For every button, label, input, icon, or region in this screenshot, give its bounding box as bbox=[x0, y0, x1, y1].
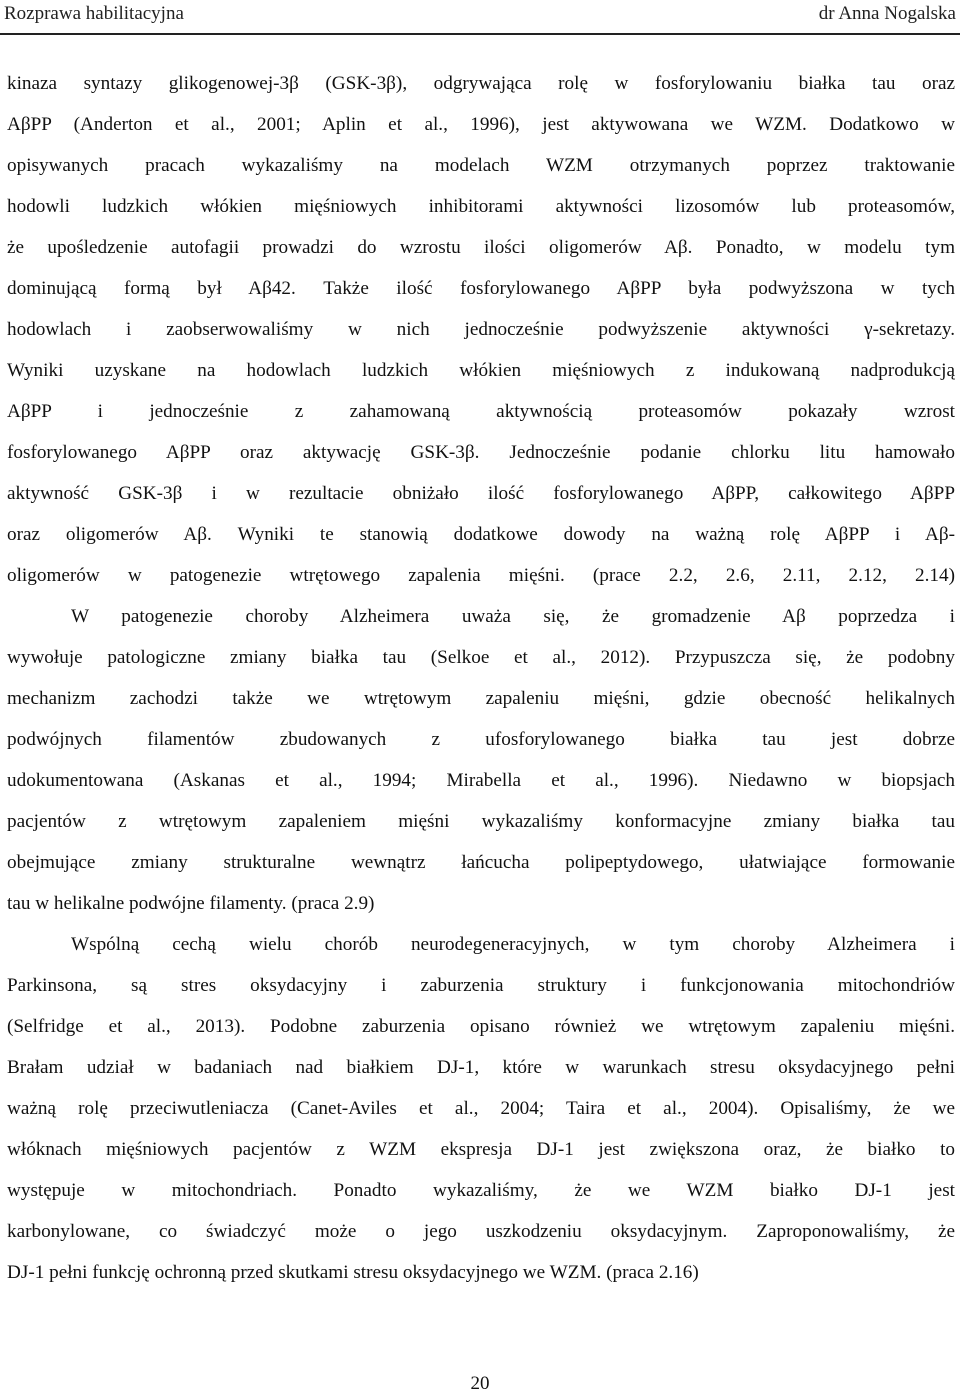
header-author: dr Anna Nogalska bbox=[818, 3, 956, 24]
text-line: (Selfridge et al., 2013). Podobne zaburzenia opisano również we wtrętowym zapaleniu mięśni. bbox=[7, 1016, 955, 1037]
text-line: AβPP (Anderton et al., 2001; Aplin et al., 1996), jest aktywowana we WZM. Dodatkowo w bbox=[7, 114, 955, 135]
text-line: że upośledzenie autofagii prowadzi do wzrostu ilości oligomerów Aβ. Ponadto, w modelu tym bbox=[7, 237, 955, 258]
text-line: obejmujące zmiany strukturalne wewnątrz łańcucha polipeptydowego, ułatwiające formowanie bbox=[7, 852, 955, 873]
page-header bbox=[4, 0, 956, 28]
page-number: 20 bbox=[470, 1373, 490, 1394]
text-line: wywołuje patologiczne zmiany białka tau (Selkoe et al., 2012). Przypuszcza się, że podobny bbox=[7, 647, 955, 668]
body-text bbox=[7, 63, 955, 1293]
text-line: oraz oligomerów Aβ. Wyniki te stanowią dodatkowe dowody na ważną rolę AβPP i Aβ- bbox=[7, 524, 955, 545]
text-line: hodowlach i zaobserwowaliśmy w nich jednocześnie podwyższenie aktywności γ-sekretazy. bbox=[7, 319, 955, 340]
text-line: mechanizm zachodzi także we wtrętowym zapaleniu mięśni, gdzie obecność helikalnych bbox=[7, 688, 955, 709]
text-line: kinaza syntazy glikogenowej-3β (GSK-3β), odgrywająca rolę w fosforylowaniu białka tau oraz bbox=[7, 73, 955, 94]
text-line: opisywanych pracach wykazaliśmy na modelach WZM otrzymanych poprzez traktowanie bbox=[7, 155, 955, 176]
text-line: Parkinsona, są stres oksydacyjny i zaburzenia struktury i funkcjonowania mitochondriów bbox=[7, 975, 955, 996]
text-line: dominującą formą był Aβ42. Także ilość fosforylowanego AβPP była podwyższona w tych bbox=[7, 278, 955, 299]
text-line: W patogenezie choroby Alzheimera uważa się, że gromadzenie Aβ poprzedza i bbox=[71, 606, 955, 627]
text-line: tau w helikalne podwójne filamenty. (praca 2.9) bbox=[7, 893, 375, 914]
text-line: występuje w mitochondriach. Ponadto wykazaliśmy, że we WZM białko DJ-1 jest bbox=[7, 1180, 955, 1201]
text-line: podwójnych filamentów zbudowanych z ufosforylowanego białka tau jest dobrze bbox=[7, 729, 955, 750]
text-line: AβPP i jednocześnie z zahamowaną aktywnością proteasomów pokazały wzrost bbox=[7, 401, 955, 422]
text-line: Brałam udział w badaniach nad białkiem DJ-1, które w warunkach stresu oksydacyjnego pełni bbox=[7, 1057, 955, 1078]
text-line: hodowli ludzkich włókien mięśniowych inhibitorami aktywności lizosomów lub proteasomów, bbox=[7, 196, 955, 217]
text-line: oligomerów w patogenezie wtrętowego zapalenia mięśni. (prace 2.2, 2.6, 2.11, 2.12, 2.14) bbox=[7, 565, 955, 586]
text-line: udokumentowana (Askanas et al., 1994; Mirabella et al., 1996). Niedawno w biopsjach bbox=[7, 770, 955, 791]
text-line: Wyniki uzyskane na hodowlach ludzkich włókien mięśniowych z indukowaną nadprodukcją bbox=[7, 360, 955, 381]
text-line: fosforylowanego AβPP oraz aktywację GSK-3β. Jednocześnie podanie chlorku litu hamowało bbox=[7, 442, 955, 463]
text-line: DJ-1 pełni funkcję ochronną przed skutkami stresu oksydacyjnego we WZM. (praca 2.16) bbox=[7, 1262, 699, 1283]
text-line: ważną rolę przeciwutleniacza (Canet-Aviles et al., 2004; Taira et al., 2004). Opisaliśmy, że we bbox=[7, 1098, 955, 1119]
text-line: karbonylowane, co świadczyć może o jego uszkodzeniu oksydacyjnym. Zaproponowaliśmy, że bbox=[7, 1221, 955, 1242]
header-title: Rozprawa habilitacyjna bbox=[4, 3, 184, 24]
text-line: aktywność GSK-3β i w rezultacie obniżało ilość fosforylowanego AβPP, całkowitego AβPP bbox=[7, 483, 955, 504]
text-line: włóknach mięśniowych pacjentów z WZM ekspresja DJ-1 jest zwiększona oraz, że białko to bbox=[7, 1139, 955, 1160]
text-line: pacjentów z wtrętowym zapaleniem mięśni wykazaliśmy konformacyjne zmiany białka tau bbox=[7, 811, 955, 832]
text-line: Wspólną cechą wielu chorób neurodegeneracyjnych, w tym choroby Alzheimera i bbox=[71, 934, 955, 955]
header-rule bbox=[0, 33, 960, 35]
